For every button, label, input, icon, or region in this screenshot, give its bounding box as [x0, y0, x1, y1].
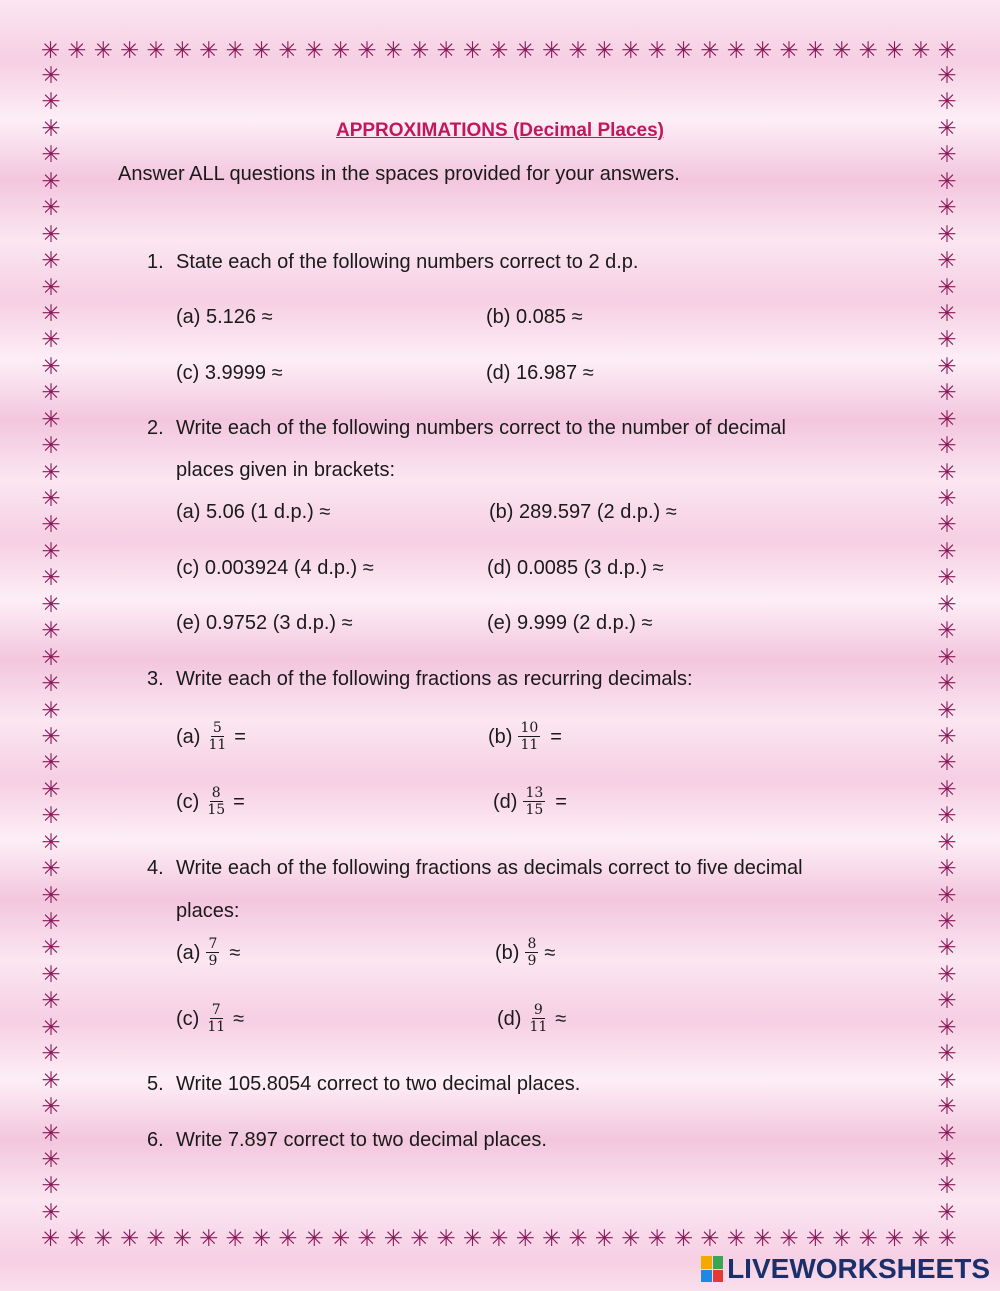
border-star-icon: ✳ [937, 406, 957, 433]
border-star-icon: ✳ [937, 803, 957, 830]
border-star-icon: ✳ [199, 1226, 219, 1252]
border-star-icon: ✳ [937, 776, 957, 803]
q2-a: (a) 5.06 (1 d.p.) ≈ [176, 501, 331, 523]
q3-b [488, 720, 562, 753]
q3-d-denominator: 15 [525, 802, 544, 818]
q4-b-label: (b) [495, 941, 520, 964]
question-3-number: 3. [147, 668, 164, 690]
border-star-icon: ✳ [832, 38, 852, 64]
border-star-icon: ✳ [937, 1041, 957, 1068]
q3-c-fraction [205, 785, 227, 818]
question-5-number: 5. [147, 1073, 164, 1095]
border-star-icon: ✳ [41, 380, 61, 407]
border-star-icon: ✳ [937, 723, 957, 750]
q1-b: (b) 0.085 ≈ [486, 306, 583, 328]
question-3-text: Write each of the following fractions as recurring decimals: [176, 668, 693, 690]
border-star-icon: ✳ [937, 856, 957, 883]
question-4-number: 4. [147, 857, 164, 879]
border-star-icon: ✳ [805, 1226, 826, 1252]
q4-d [497, 1002, 566, 1035]
q3-a-label: (a) [176, 725, 201, 748]
border-star-icon: ✳ [41, 1041, 61, 1068]
border-star-icon: ✳ [937, 38, 957, 64]
border-star-icon: ✳ [330, 1226, 351, 1252]
border-star-icon: ✳ [700, 1226, 720, 1252]
border-star-icon: ✳ [119, 1226, 140, 1252]
q3-d-numerator: 13 [525, 785, 544, 801]
border-star-icon: ✳ [937, 486, 957, 512]
border-star-icon: ✳ [357, 1226, 377, 1252]
border-star-icon: ✳ [594, 1226, 615, 1252]
border-star-icon: ✳ [937, 142, 957, 169]
border-star-icon: ✳ [937, 618, 957, 645]
q2-e-right: (e) 9.999 (2 d.p.) ≈ [487, 612, 653, 634]
q4-b [495, 936, 555, 969]
border-star-icon: ✳ [93, 1226, 113, 1252]
q4-b-denominator: 9 [527, 953, 537, 969]
border-star-icon: ✳ [225, 38, 245, 64]
q3-a-symbol: = [234, 725, 246, 748]
border-star-icon: ✳ [304, 1226, 324, 1252]
q3-c-denominator: 15 [207, 802, 226, 818]
q4-c-numerator: 7 [211, 1002, 221, 1018]
q3-c-numerator: 8 [211, 785, 221, 801]
border-star-icon: ✳ [937, 195, 957, 222]
q3-b-numerator: 10 [520, 720, 539, 736]
border-star-icon: ✳ [304, 38, 324, 64]
border-star-icon: ✳ [41, 221, 61, 248]
border-star-icon: ✳ [41, 433, 61, 460]
q4-a [176, 936, 240, 969]
border-star-icon: ✳ [937, 248, 957, 275]
q3-c-label: (c) [176, 790, 200, 813]
border-star-icon: ✳ [515, 1226, 535, 1252]
border-star-icon: ✳ [937, 1067, 957, 1094]
q3-b-symbol: = [550, 725, 562, 748]
page-title: APPROXIMATIONS (Decimal Places) [335, 120, 665, 141]
border-star-icon: ✳ [41, 195, 61, 222]
border-star-icon: ✳ [911, 38, 931, 64]
border-star-icon: ✳ [937, 1014, 957, 1041]
border-star-icon: ✳ [41, 750, 61, 777]
q4-b-numerator: 8 [527, 936, 537, 952]
border-star-icon: ✳ [41, 961, 61, 988]
border-star-icon: ✳ [172, 38, 193, 64]
q4-a-symbol: ≈ [229, 941, 241, 964]
border-star-icon: ✳ [515, 38, 535, 64]
border-star-icon: ✳ [937, 327, 957, 354]
liveworksheets-logo-text: LIVEWORKSHEETS [727, 1253, 990, 1284]
border-star-icon: ✳ [146, 1226, 166, 1252]
border-star-icon: ✳ [41, 89, 61, 116]
border-star-icon: ✳ [884, 38, 905, 64]
border-star-icon: ✳ [937, 538, 957, 565]
border-star-icon: ✳ [41, 168, 61, 195]
border-star-icon: ✳ [40, 1226, 61, 1252]
question-6-number: 6. [147, 1129, 164, 1151]
q4-c-label: (c) [176, 1007, 200, 1030]
border-star-icon: ✳ [410, 1226, 430, 1252]
q4-c-denominator: 11 [207, 1019, 226, 1035]
question-1-number: 1. [147, 251, 164, 273]
border-star-icon: ✳ [278, 38, 298, 64]
q4-d-numerator: 9 [533, 1002, 543, 1018]
border-star-icon: ✳ [541, 1226, 562, 1252]
q3-d-fraction [523, 785, 545, 818]
border-star-icon: ✳ [937, 221, 957, 248]
q3-c-symbol: = [233, 790, 245, 813]
border-star-icon: ✳ [489, 1226, 509, 1252]
border-star-icon: ✳ [647, 1226, 667, 1252]
border-star-icon: ✳ [858, 1226, 878, 1252]
border-star-icon: ✳ [937, 433, 957, 460]
border-star-icon: ✳ [779, 1226, 799, 1252]
border-star-icon: ✳ [251, 1226, 272, 1252]
q4-d-symbol: ≈ [555, 1007, 567, 1030]
q4-b-symbol: ≈ [544, 941, 556, 964]
border-star-icon: ✳ [383, 1226, 404, 1252]
border-star-icon: ✳ [41, 1094, 61, 1121]
border-star-icon: ✳ [41, 64, 61, 89]
border-star-icon: ✳ [937, 300, 957, 327]
q4-d-label: (d) [497, 1007, 522, 1030]
border-star-icon: ✳ [805, 38, 826, 64]
q4-b-fraction [525, 936, 538, 969]
border-star-icon: ✳ [937, 697, 957, 724]
border-star-icon: ✳ [41, 1014, 61, 1041]
border-star-icon: ✳ [832, 1226, 852, 1252]
border-star-icon: ✳ [41, 644, 61, 671]
q3-d [493, 785, 567, 818]
q3-b-fraction [518, 720, 540, 753]
border-star-icon: ✳ [67, 1226, 87, 1252]
border-star-icon: ✳ [937, 459, 957, 486]
border-star-icon: ✳ [67, 38, 87, 64]
border-star-icon: ✳ [41, 300, 61, 327]
border-star-icon: ✳ [40, 38, 61, 64]
border-star-icon: ✳ [41, 988, 61, 1015]
question-4-text-line1: Write each of the following fractions as decimals correct to five decimal [176, 857, 803, 879]
q4-c-symbol: ≈ [233, 1007, 245, 1030]
question-1-text: State each of the following numbers correct to 2 d.p. [176, 251, 639, 273]
q3-a-numerator: 5 [212, 720, 222, 736]
border-star-icon: ✳ [911, 1226, 931, 1252]
border-star-icon: ✳ [937, 1094, 957, 1121]
border-star-icon: ✳ [41, 882, 61, 909]
border-star-icon: ✳ [937, 1120, 957, 1147]
border-star-icon: ✳ [41, 935, 61, 962]
q2-c: (c) 0.003924 (4 d.p.) ≈ [176, 557, 374, 579]
q4-d-denominator: 11 [529, 1019, 548, 1035]
q4-a-denominator: 9 [208, 953, 218, 969]
border-star-icon: ✳ [146, 38, 166, 64]
border-star-icon: ✳ [937, 89, 957, 116]
border-star-icon: ✳ [172, 1226, 193, 1252]
q3-c [176, 785, 245, 818]
border-star-icon: ✳ [278, 1226, 298, 1252]
q3-a-fraction [206, 720, 228, 753]
q1-a: (a) 5.126 ≈ [176, 306, 273, 328]
q3-a [176, 720, 246, 753]
q3-a-denominator: 11 [208, 737, 227, 753]
border-star-icon: ✳ [937, 1146, 957, 1173]
border-star-icon: ✳ [41, 723, 61, 750]
border-star-icon: ✳ [41, 803, 61, 830]
border-star-icon: ✳ [41, 274, 61, 301]
border-star-icon: ✳ [41, 671, 61, 698]
question-2-text-line2: places given in brackets: [176, 459, 396, 481]
q1-c: (c) 3.9999 ≈ [176, 362, 283, 384]
q4-c-fraction [205, 1002, 227, 1035]
border-star-icon: ✳ [41, 856, 61, 883]
liveworksheets-logo-icon [701, 1256, 723, 1282]
border-star-icon: ✳ [937, 1199, 957, 1226]
border-star-icon: ✳ [41, 353, 61, 380]
border-star-icon: ✳ [726, 38, 746, 64]
border-star-icon: ✳ [41, 1199, 61, 1226]
q3-d-label: (d) [493, 790, 518, 813]
q4-c [176, 1002, 244, 1035]
border-star-icon: ✳ [251, 38, 272, 64]
q4-d-fraction [527, 1002, 549, 1035]
border-star-icon: ✳ [41, 1120, 61, 1147]
border-star-icon: ✳ [937, 380, 957, 407]
border-star-icon: ✳ [41, 1146, 61, 1173]
q3-b-denominator: 11 [520, 737, 539, 753]
instruction: Answer ALL questions in the spaces provided for your answers. [118, 163, 680, 185]
border-star-icon: ✳ [937, 64, 957, 89]
q3-b-label: (b) [488, 725, 513, 748]
border-star-icon: ✳ [937, 353, 957, 380]
border-star-icon: ✳ [937, 909, 957, 935]
border-star-icon: ✳ [383, 38, 404, 64]
border-star-icon: ✳ [541, 38, 562, 64]
border-star-icon: ✳ [41, 406, 61, 433]
border-star-icon: ✳ [937, 750, 957, 777]
border-star-icon: ✳ [937, 1173, 957, 1200]
border-star-icon: ✳ [937, 882, 957, 909]
border-star-icon: ✳ [119, 38, 140, 64]
border-star-icon: ✳ [41, 909, 61, 935]
border-star-icon: ✳ [462, 38, 483, 64]
border-star-icon: ✳ [621, 38, 641, 64]
border-star-icon: ✳ [41, 486, 61, 512]
border-star-icon: ✳ [937, 512, 957, 539]
q4-a-label: (a) [176, 941, 201, 964]
q4-a-numerator: 7 [208, 936, 218, 952]
border-star-icon: ✳ [726, 1226, 746, 1252]
border-star-icon: ✳ [436, 1226, 456, 1252]
border-star-icon: ✳ [489, 38, 509, 64]
question-6-text: Write 7.897 correct to two decimal places. [176, 1129, 547, 1151]
border-star-icon: ✳ [199, 38, 219, 64]
question-5-text: Write 105.8054 correct to two decimal places. [176, 1073, 581, 1095]
border-star-icon: ✳ [647, 38, 667, 64]
border-star-icon: ✳ [937, 565, 957, 592]
border-star-icon: ✳ [937, 671, 957, 698]
border-star-icon: ✳ [752, 38, 773, 64]
border-star-icon: ✳ [937, 1226, 957, 1252]
border-star-icon: ✳ [41, 327, 61, 354]
border-star-icon: ✳ [568, 1226, 588, 1252]
border-star-icon: ✳ [330, 38, 351, 64]
border-star-icon: ✳ [436, 38, 456, 64]
border-star-icon: ✳ [41, 538, 61, 565]
border-star-icon: ✳ [937, 829, 957, 856]
q2-d: (d) 0.0085 (3 d.p.) ≈ [487, 557, 664, 579]
border-star-icon: ✳ [462, 1226, 483, 1252]
q2-e-left: (e) 0.9752 (3 d.p.) ≈ [176, 612, 353, 634]
border-star-icon: ✳ [752, 1226, 773, 1252]
border-star-icon: ✳ [700, 38, 720, 64]
border-star-icon: ✳ [410, 38, 430, 64]
border-star-icon: ✳ [357, 38, 377, 64]
border-star-icon: ✳ [858, 38, 878, 64]
border-star-icon: ✳ [937, 935, 957, 962]
border-star-icon: ✳ [884, 1226, 905, 1252]
border-star-icon: ✳ [41, 459, 61, 486]
border-star-icon: ✳ [594, 38, 615, 64]
border-star-icon: ✳ [779, 38, 799, 64]
question-2-number: 2. [147, 417, 164, 439]
border-star-icon: ✳ [568, 38, 588, 64]
border-star-icon: ✳ [41, 618, 61, 645]
border-star-icon: ✳ [621, 1226, 641, 1252]
border-star-icon: ✳ [937, 115, 957, 142]
border-star-icon: ✳ [41, 512, 61, 539]
border-star-icon: ✳ [673, 1226, 694, 1252]
q2-b: (b) 289.597 (2 d.p.) ≈ [489, 501, 677, 523]
border-star-icon: ✳ [41, 115, 61, 142]
border-star-icon: ✳ [41, 591, 61, 618]
border-star-icon: ✳ [41, 142, 61, 169]
border-star-icon: ✳ [937, 644, 957, 671]
question-2-text-line1: Write each of the following numbers correct to the number of decimal [176, 417, 786, 439]
border-star-icon: ✳ [41, 1067, 61, 1094]
border-star-icon: ✳ [225, 1226, 245, 1252]
border-star-icon: ✳ [41, 776, 61, 803]
border-star-icon: ✳ [673, 38, 694, 64]
border-star-icon: ✳ [41, 248, 61, 275]
q3-d-symbol: = [555, 790, 567, 813]
border-star-icon: ✳ [937, 988, 957, 1015]
liveworksheets-logo [701, 1253, 990, 1285]
border-star-icon: ✳ [937, 961, 957, 988]
border-star-icon: ✳ [937, 591, 957, 618]
border-star-icon: ✳ [41, 1173, 61, 1200]
border-star-icon: ✳ [937, 168, 957, 195]
question-4-text-line2: places: [176, 900, 240, 922]
border-star-icon: ✳ [41, 697, 61, 724]
q4-a-fraction [206, 936, 219, 969]
border-star-icon: ✳ [41, 829, 61, 856]
border-star-icon: ✳ [937, 274, 957, 301]
border-star-icon: ✳ [93, 38, 113, 64]
border-star-icon: ✳ [41, 565, 61, 592]
q1-d: (d) 16.987 ≈ [486, 362, 594, 384]
